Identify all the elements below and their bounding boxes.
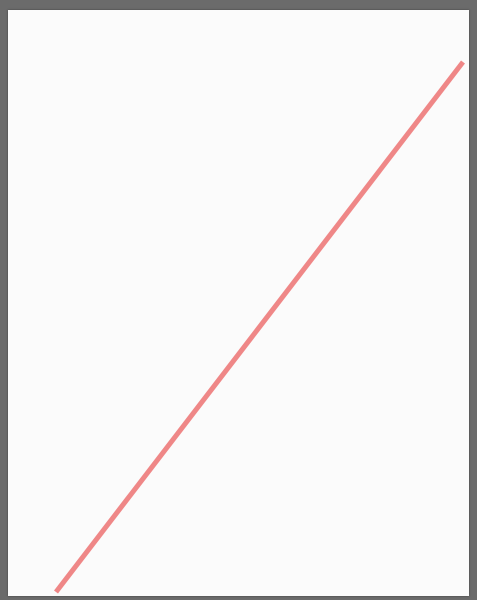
diagonal-strike bbox=[8, 10, 469, 596]
document-page bbox=[8, 10, 469, 596]
